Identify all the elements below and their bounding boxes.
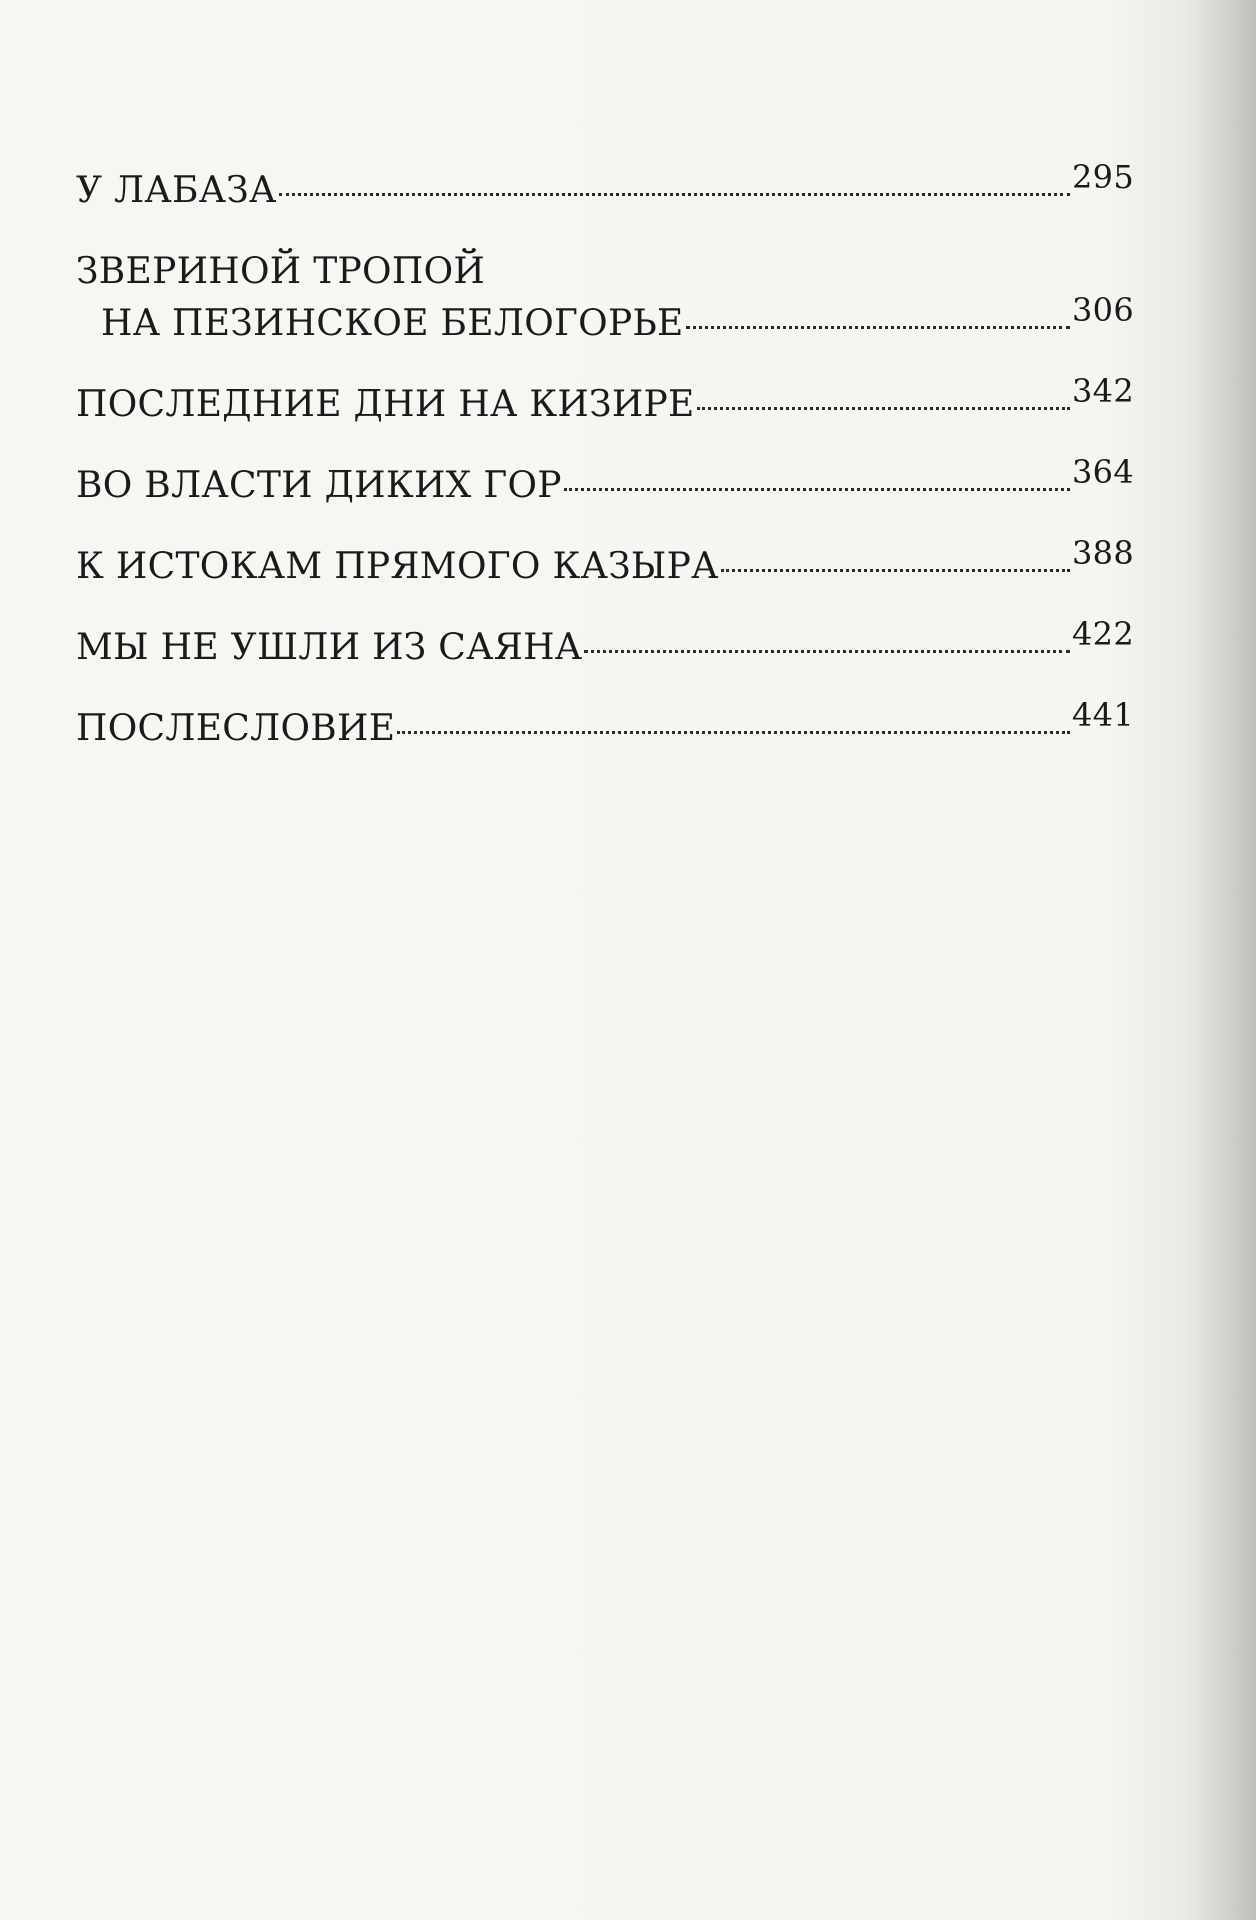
toc-line <box>76 534 1134 593</box>
toc-entry-title: К ИСТОКАМ ПРЯМОГО КАЗЫРА <box>76 546 719 587</box>
toc-page-number: 342 <box>1072 372 1134 410</box>
toc-entry-title: ПОСЛЕДНИЕ ДНИ НА КИЗИРЕ <box>76 384 695 425</box>
dot-leader <box>721 569 1070 572</box>
toc-page-number: 422 <box>1072 615 1134 653</box>
toc-entry-title: ВО ВЛАСТИ ДИКИХ ГОР <box>76 465 562 506</box>
toc-entry <box>76 453 1134 512</box>
toc-line <box>76 372 1134 431</box>
dot-leader <box>697 407 1070 410</box>
toc-page-number: 441 <box>1072 696 1134 734</box>
toc-entry <box>76 615 1134 674</box>
toc-entry-title: ПОСЛЕСЛОВИЕ <box>76 708 396 749</box>
spine-shadow <box>1186 0 1256 1920</box>
toc-entry <box>76 246 1134 350</box>
toc-line <box>76 696 1134 755</box>
toc-entry <box>76 372 1134 431</box>
toc-line <box>76 291 1134 350</box>
toc-page-number: 295 <box>1072 158 1134 196</box>
dot-leader <box>397 731 1070 734</box>
toc-page-number: 364 <box>1072 453 1134 491</box>
toc-line <box>76 246 1134 298</box>
dot-leader <box>686 326 1070 329</box>
toc-line <box>76 453 1134 512</box>
toc-entry <box>76 534 1134 593</box>
toc-entry-title: У ЛАБАЗА <box>76 170 277 211</box>
dot-leader <box>279 193 1070 196</box>
dot-leader <box>564 488 1070 491</box>
toc-entry-title: НА ПЕЗИНСКОЕ БЕЛОГОРЬЕ <box>101 303 684 344</box>
toc-page-number: 388 <box>1072 534 1134 572</box>
toc-entry-title: МЫ НЕ УШЛИ ИЗ САЯНА <box>76 627 583 668</box>
toc-line <box>76 615 1134 674</box>
toc-entry <box>76 696 1134 755</box>
toc-entry <box>76 158 1134 217</box>
toc-page-number: 306 <box>1072 291 1134 329</box>
dot-leader <box>584 650 1070 653</box>
table-of-contents <box>76 158 1134 784</box>
toc-line <box>76 158 1134 217</box>
toc-entry-title-line1: ЗВЕРИНОЙ ТРОПОЙ <box>76 251 486 292</box>
